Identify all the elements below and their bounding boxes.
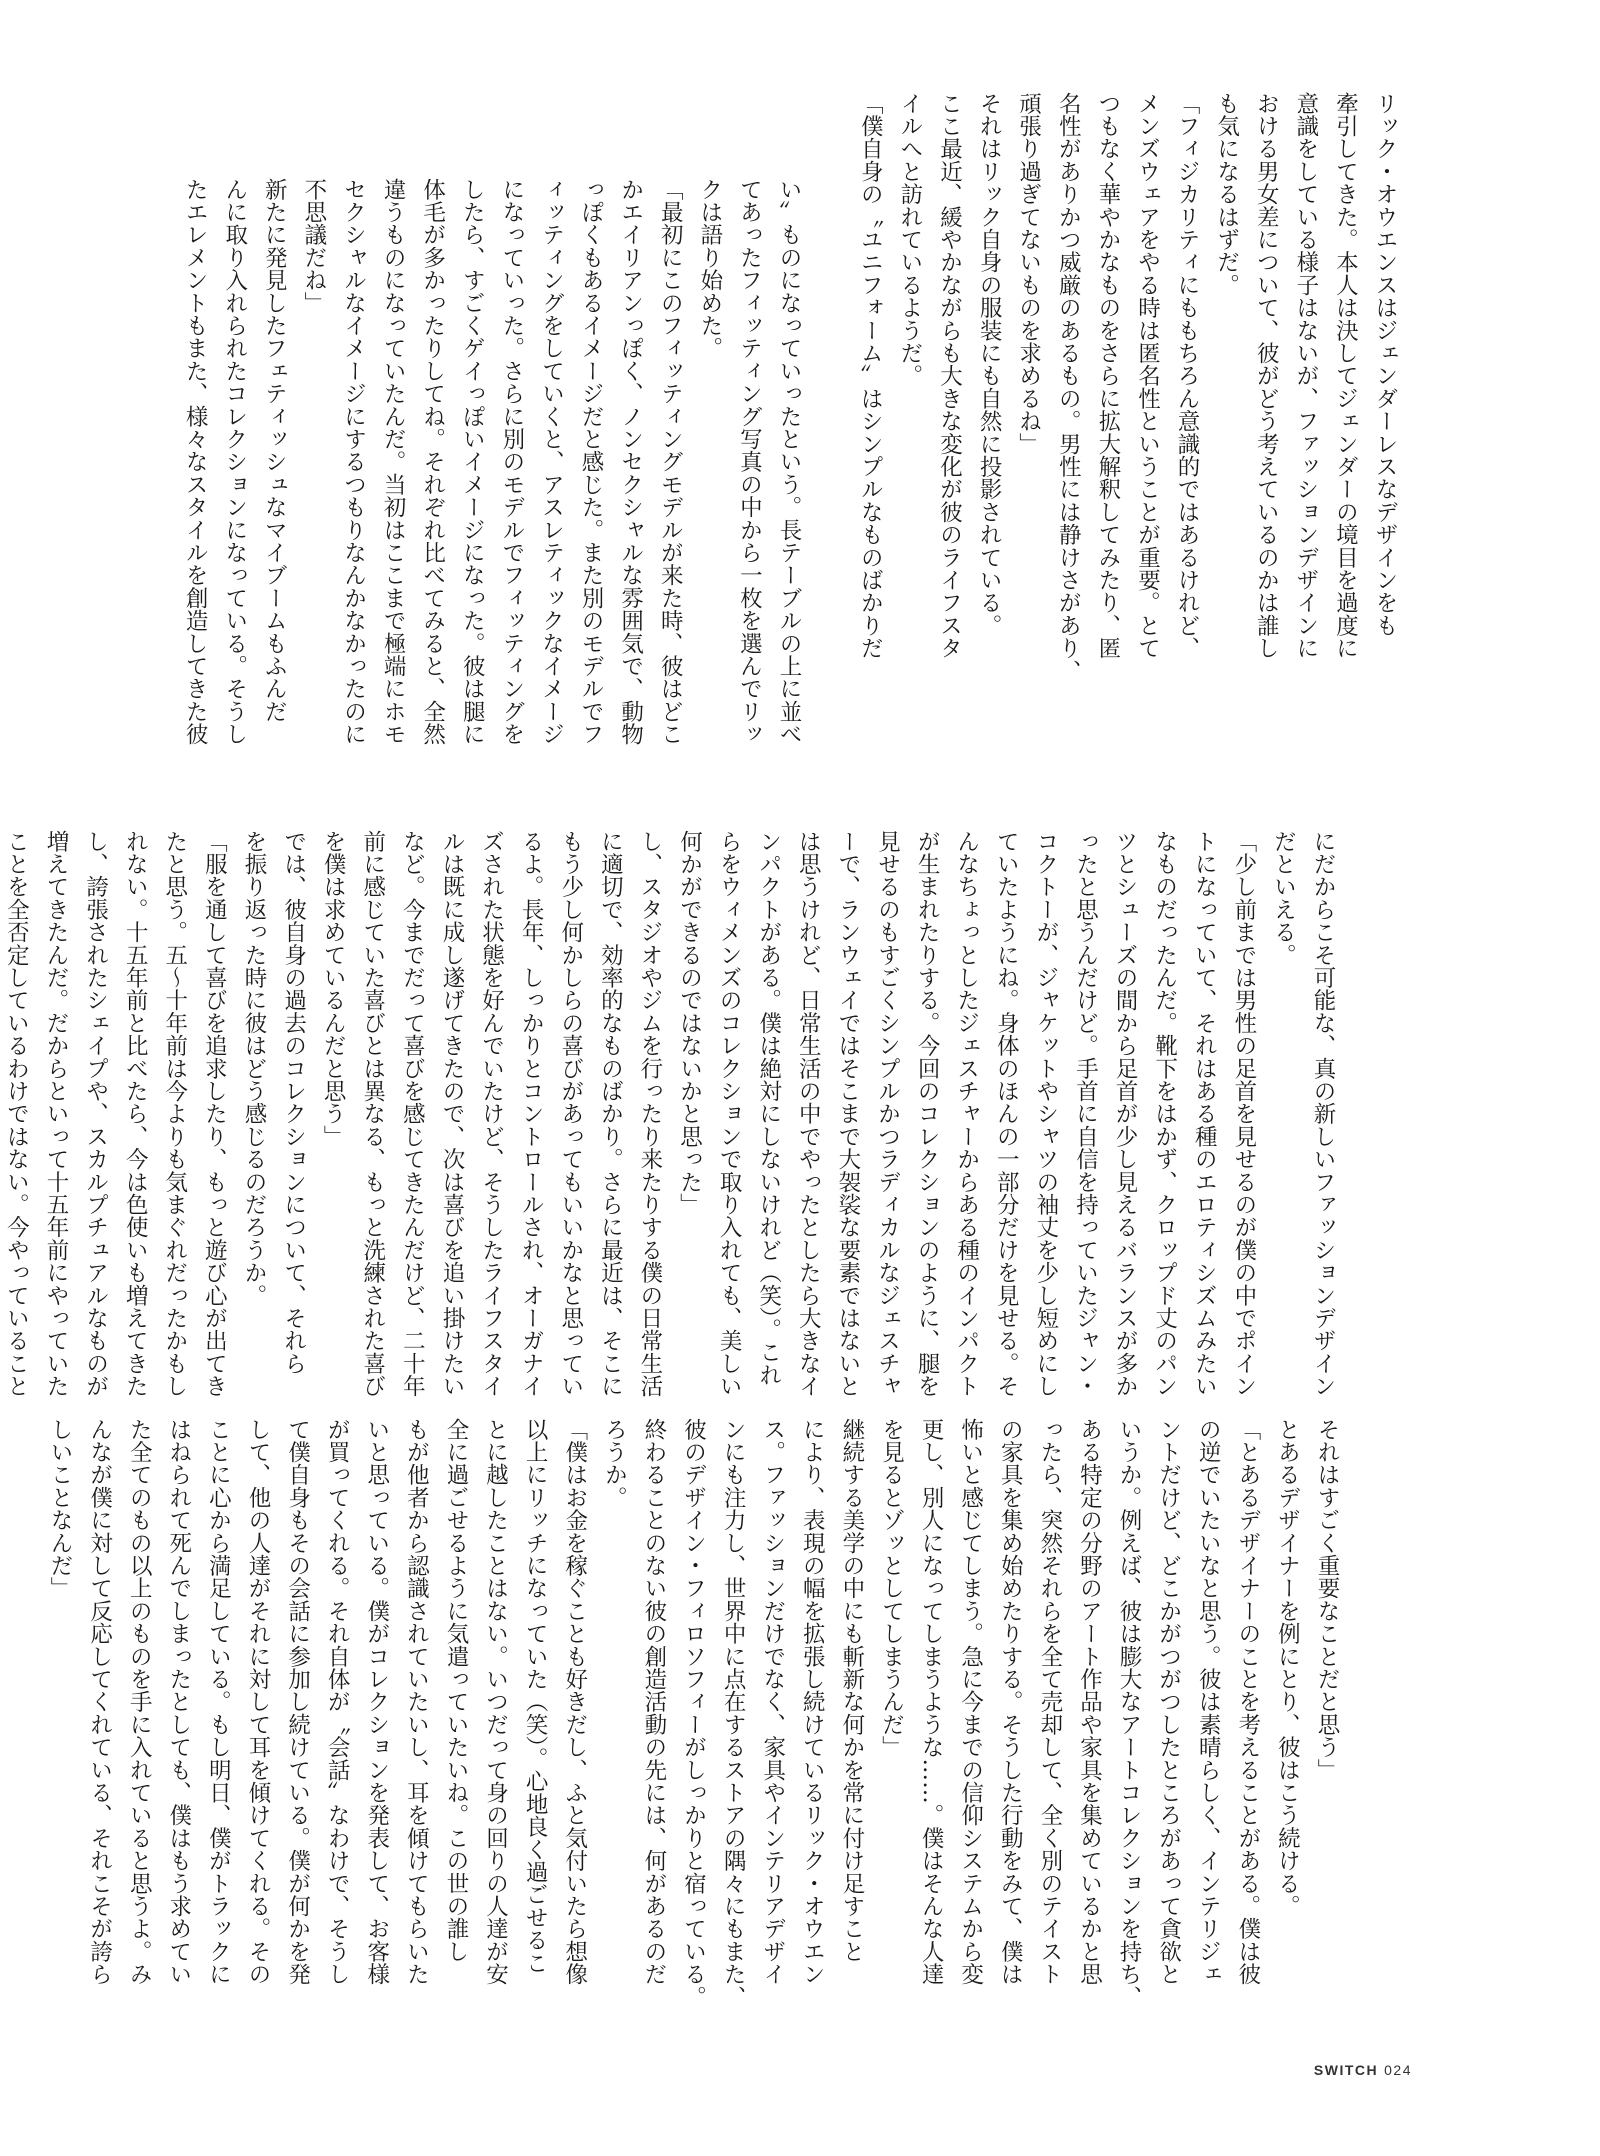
text-line: てあったフィッティング写真の中から一枚を選んでリッ — [736, 178, 763, 746]
text-line: 「とあるデザイナーのことを考えることがある。僕は彼 — [1234, 1418, 1261, 1986]
text-line: を見るとゾッとしてしまうんだ」 — [878, 1418, 905, 1759]
text-line: ことに心から満足している。もし明日、僕がトラックに — [205, 1418, 232, 1986]
text-line: 「フィジカリティにももちろん意識的ではあるけれど、 — [1174, 92, 1201, 660]
text-line: メンズウェアをやる時は匿名性ということが重要。とて — [1134, 92, 1161, 660]
text-line: クは語り始めた。 — [696, 178, 723, 360]
text-line: 更し、別人になってしまうような……。僕はそんな人達 — [918, 1418, 945, 1986]
text-line: ンパクトがある。僕は絶対にしないけれど（笑）。これ — [755, 830, 782, 1387]
text-line: ンにも注力し、世界中に点在するストアの隅々にもまた、 — [720, 1418, 747, 2009]
text-line: しいことなんだ」 — [47, 1418, 73, 1600]
text-line: 意識をしている様子はないが、ファッションデザインに — [1292, 92, 1319, 660]
text-line: とに越したことはない。いつだって身の回りの人達が安 — [482, 1418, 509, 1986]
text-line: れない。十五年前と比べたら、今は色使いも増えてきた — [122, 830, 149, 1398]
text-line: んなが僕に対して反応してくれている、それこそが誇ら — [86, 1418, 113, 1986]
text-line: いと思っている。僕がコレクションを発表して、お客様 — [363, 1418, 390, 1986]
text-block-upper-left — [182, 178, 808, 818]
text-line: が買ってくれる。それ自体が〝会話〟なわけで、そうし — [324, 1418, 351, 1986]
text-line: 「僕はお金を稼ぐことも好きだし、ふと気付いたら想像 — [561, 1418, 588, 1986]
text-line: の逆でいたいなと思う。彼は素晴らしく、インテリジェ — [1195, 1418, 1222, 1986]
text-line: を振り返った時に彼はどう感じるのだろうか。 — [240, 830, 267, 1307]
text-line: 増えてきたんだ。だからといって十五年前にやっていた — [43, 830, 69, 1398]
text-line: に適切で、効率的なものばかり。さらに最近は、そこに — [597, 830, 624, 1398]
text-line: たと思う。五〜十年前は今よりも気まぐれだったかもし — [161, 830, 188, 1398]
text-line: ここ最近、緩やかながらも大きな変化が彼のライフスタ — [936, 92, 963, 660]
text-line: 前に感じていた喜びとは異なる、もっと洗練された喜び — [359, 830, 386, 1398]
text-line: し、スタジオやジムを行ったり来たりする僕の日常生活 — [636, 830, 663, 1398]
text-line: ス。ファッションだけでなく、家具やインテリアデザイ — [759, 1418, 786, 1986]
text-line: 牽引してきた。本人は決してジェンダーの境目を過度に — [1332, 92, 1359, 660]
text-line: 名性がありかつ威厳のあるもの。男性には静けさがあり、 — [1055, 92, 1082, 683]
text-line: おける男女差について、彼がどう考えているのかは誰し — [1253, 92, 1280, 660]
text-line: ィッティングをしていくと、アスレティックなイメージ — [538, 178, 565, 746]
text-line: リック・オウエンスはジェンダーレスなデザインをも — [1372, 92, 1398, 637]
text-line: 見せるのもすごくシンプルかつラディカルなジェスチャ — [874, 830, 901, 1398]
text-line: セクシャルなイメージにするつもりなんかなかったのに — [340, 178, 367, 746]
text-line: では、彼自身の過去のコレクションについて、それら — [280, 830, 307, 1375]
text-line: 継続する美学の中にも斬新な何かを常に付け足すこと — [838, 1418, 865, 1963]
text-line: ズされた状態を好んでいたけど、そうしたライフスタイ — [478, 830, 505, 1398]
text-line: いうか。例えば、彼は膨大なアートコレクションを持ち、 — [1116, 1418, 1143, 2009]
text-line: はねられて死んでしまったとしても、僕はもう求めてい — [165, 1418, 192, 1986]
text-line: は思うけれど、日常生活の中でやったとしたら大きなイ — [795, 830, 822, 1398]
text-line: 「少し前までは男性の足首を見せるのが僕の中でポイン — [1230, 830, 1257, 1398]
text-line: イルへと訪れているようだ。 — [896, 92, 923, 388]
text-line: んに取り入れられたコレクションになっている。そうし — [221, 178, 248, 746]
text-line: ことを全否定しているわけではない。今やっていること — [3, 830, 30, 1398]
text-line: 不思議だね」 — [300, 178, 327, 315]
text-line: とあるデザイナーを例にとり、彼はこう続ける。 — [1274, 1418, 1301, 1918]
text-line: ていたようにね。身体のほんの一部分だけを見せる。そ — [993, 830, 1020, 1398]
page-number: 024 — [1384, 2062, 1412, 2078]
text-line: たエレメントもまた、様々なスタイルを創造してきた彼 — [182, 178, 209, 746]
text-line: それはリック自身の服装にも自然に投影されている。 — [976, 92, 1003, 637]
text-line: トになっていて、それはある種のエロティシズムみたい — [1191, 830, 1218, 1398]
text-line: し、誇張されたシェイプや、スカルプチュアルなものが — [82, 830, 109, 1398]
magazine-name: SWITCH — [1313, 2062, 1379, 2078]
text-line: ある特定の分野のアート作品や家具を集めているかと思 — [1076, 1418, 1103, 1986]
text-line: 体毛が多かったりしてね。それぞれ比べてみると、全然 — [419, 178, 446, 746]
text-line: の家具を集め始めたりする。そうした行動をみて、僕は — [997, 1418, 1024, 1986]
text-line: が生まれたりする。今回のコレクションのように、腿を — [914, 830, 941, 1398]
text-line: など。今までだって喜びを感じてきたんだけど、二十年 — [399, 830, 426, 1398]
text-line: 彼のデザイン・フィロソフィーがしっかりと宿っている。 — [680, 1418, 707, 2009]
text-line: ルは既に成し遂げてきたので、次は喜びを追い掛けたい — [438, 830, 465, 1398]
text-line: ったと思うんだけど。手首に自信を持っていたジャン・ — [1072, 830, 1099, 1398]
text-block-upper-right — [824, 92, 1404, 683]
text-line: して、他の人達がそれに対して耳を傾けてくれる。その — [244, 1418, 271, 1986]
text-block-lower — [47, 1418, 1346, 2009]
text-line: 怖いと感じてしまう。急に今までの信仰システムから変 — [957, 1418, 984, 1986]
text-line: ろうか。 — [601, 1418, 628, 1509]
text-line: 「僕自身の〝ユニフォーム〟はシンプルなものばかりだ — [857, 92, 884, 660]
text-line: 「服を通して喜びを追求したり、もっと遊び心が出てき — [201, 830, 228, 1398]
text-line: もが他者から認識されていたいし、耳を傾けてもらいた — [403, 1418, 430, 1986]
text-line: ーで、ランウェイではそこまで大袈裟な要素ではないと — [834, 830, 861, 1398]
text-line: ツとシューズの間から足首が少し見えるバランスが多か — [1112, 830, 1139, 1398]
text-line: 終わることのない彼の創造活動の先には、何があるのだ — [640, 1418, 667, 1986]
text-line: 全に過ごせるように気遣っていたいね。この世の誰し — [442, 1418, 469, 1963]
text-line: それはすごく重要なことだと思う」 — [1314, 1418, 1340, 1782]
text-line: かエイリアンっぽく、ノンセクシャルな雰囲気で、動物 — [617, 178, 644, 746]
text-line: なものだったんだ。靴下をはかず、クロップド丈のパン — [1151, 830, 1178, 1398]
text-line: コクトーが、ジャケットやシャツの袖丈を少し短めにし — [1032, 830, 1059, 1398]
text-line: て僕自身もその会話に参加し続けている。僕が何かを発 — [284, 1418, 311, 1986]
text-line: るよ。長年、しっかりとコントロールされ、オーガナイ — [518, 830, 545, 1398]
text-block-middle — [3, 830, 1342, 1398]
text-line: にだからこそ可能な、真の新しいファッションデザイン — [1310, 830, 1336, 1398]
text-line: を僕は求めているんだと思う」 — [320, 830, 347, 1148]
text-line: だといえる。 — [1270, 830, 1297, 967]
text-line: 新たに発見したフェティッシュなマイブームもふんだ — [261, 178, 288, 723]
text-line: 違うものになっていたんだ。当初はここまで極端にホモ — [380, 178, 407, 746]
text-line: た全てのもの以上のものを手に入れていると思うよ。み — [126, 1418, 153, 1986]
text-line: っぽくもあるイメージだと感じた。また別のモデルでフ — [578, 178, 605, 746]
text-line: 以上にリッチになっていた（笑）。心地良く過ごせるこ — [522, 1418, 549, 1975]
text-line: 何かができるのではないかと思った」 — [676, 830, 703, 1216]
text-line: ったら、突然それらを全て売却して、全く別のテイスト — [1036, 1418, 1063, 1986]
text-line: ントだけど、どこかがつがつしたところがあって貪欲と — [1155, 1418, 1182, 1986]
page-folio — [1314, 2062, 1412, 2078]
text-line: らをウィメンズのコレクションで取り入れても、美しい — [716, 830, 743, 1398]
text-line: 「最初にこのフィッティングモデルが来た時、彼はどこ — [657, 178, 684, 746]
text-line: い〟ものになっていったという。長テーブルの上に並べ — [776, 178, 802, 746]
text-line: んなちょっとしたジェスチャーからある種のインパクト — [953, 830, 980, 1398]
text-line: も気になるはずだ。 — [1213, 92, 1240, 297]
text-line: もう少し何かしらの喜びがあってもいいかなと思ってい — [557, 830, 584, 1398]
text-line: になっていった。さらに別のモデルでフィッティングを — [498, 178, 525, 746]
text-line: 頑張り過ぎてないものを求めるね」 — [1015, 92, 1042, 456]
text-line: したら、すごくゲイっぽいイメージになった。彼は腿に — [459, 178, 486, 746]
text-line: により、表現の幅を拡張し続けているリック・オウエン — [799, 1418, 826, 1986]
text-line: つもなく華やかなものをさらに拡大解釈してみたり、匿 — [1094, 92, 1121, 660]
